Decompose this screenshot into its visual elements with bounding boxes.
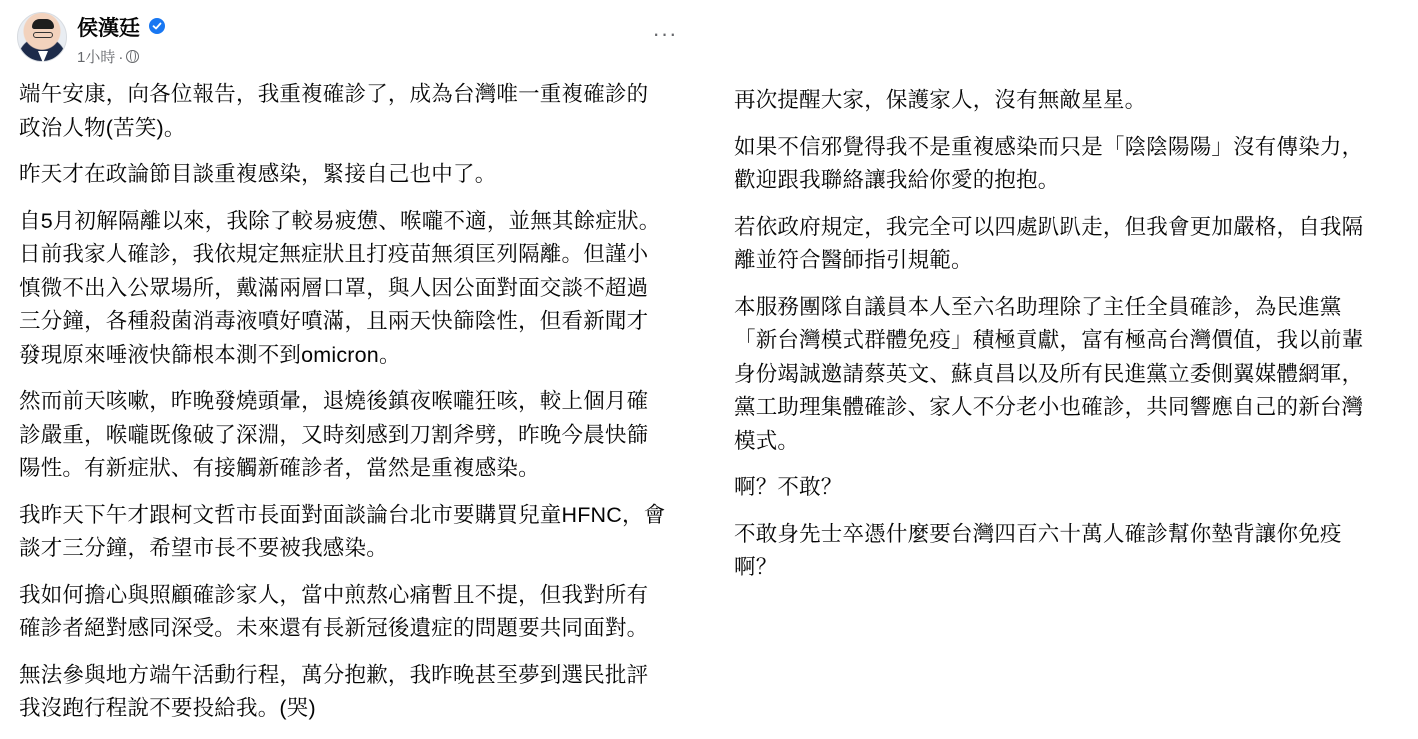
post-paragraph: 端午安康，向各位報告，我重複確診了，成為台灣唯一重複確診的 政治人物(苦笑)。 bbox=[19, 82, 649, 140]
more-options-button[interactable]: ··· bbox=[652, 21, 678, 46]
post-meta bbox=[77, 46, 139, 67]
post-body-right bbox=[734, 84, 1402, 598]
post-paragraph: 然而前天咳嗽，昨晚發燒頭暈，退燒後鎮夜喉嚨狂咳，較上個月確 診嚴重，喉嚨既像破了深淵，又時刻感到刀割斧劈，昨晚今晨快篩 陽性。有新症狀、有接觸新確診者，當然是重複感染。 bbox=[19, 389, 649, 480]
post-paragraph: 啊？不敢？ bbox=[734, 475, 843, 499]
post-paragraph: 自5月初解隔離以來，我除了較易疲憊、喉嚨不適，並無其餘症狀。 日前我家人確診，我依規定無症狀且打疫苗無須匡列隔離。但謹小 慎微不出入公眾場所，戴滿兩層口罩，與人因公面對面交談不超過 三分鐘，各種殺菌消毒液噴好噴滿，且兩天快篩陰性，但看新聞才 發現原來唾液快篩根本測不到omicron。 bbox=[19, 208, 661, 367]
avatar-collar bbox=[38, 51, 48, 63]
post-paragraph: 我如何擔心與照顧確診家人，當中煎熬心痛暫且不提，但我對所有 確診者絕對感同深受。未來還有長新冠後遺症的問題要共同面對。 bbox=[19, 582, 649, 640]
author-name[interactable]: 侯漢廷 bbox=[77, 17, 140, 40]
post-paragraph: 不敢身先士卒憑什麼要台灣四百六十萬人確診幫你墊背讓你免疫 啊？ bbox=[734, 521, 1342, 579]
post-paragraph: 本服務團隊自議員本人至六名助理除了主任全員確診，為民進黨 「新台灣模式群體免疫」積極貢獻，富有極高台灣價值，我以前輩 身份竭誠邀請蔡英文、蘇貞昌以及所有民進黨立委側翼媒體網軍， 黨工助理集體確診、家人不分老小也確診，共同響應自己的新台灣 模式。 bbox=[734, 294, 1364, 453]
post-paragraph: 如果不信邪覺得我不是重複感染而只是「陰陰陽陽」沒有傳染力， 歡迎跟我聯絡讓我給你愛的抱抱。 bbox=[734, 134, 1364, 192]
post-paragraph: 若依政府規定，我完全可以四處趴趴走，但我會更加嚴格，自我隔 離並符合醫師指引規範。 bbox=[734, 214, 1364, 272]
avatar[interactable] bbox=[17, 12, 67, 62]
verified-icon bbox=[149, 18, 165, 34]
post-paragraph: 再次提醒大家，保護家人，沒有無敵星星。 bbox=[734, 88, 1147, 112]
globe-icon bbox=[126, 50, 139, 63]
post-card-right bbox=[718, 72, 1408, 579]
post-paragraph: 我昨天下午才跟柯文哲市長面對面談論台北市要購買兒童HFNC，會 談才三分鐘，希望市長不要被我感染。 bbox=[19, 502, 666, 560]
post-paragraph: 無法參與地方端午活動行程，萬分抱歉，我昨晚甚至夢到選民批評 我沒跑行程說不要投給我。(哭) bbox=[19, 662, 649, 720]
avatar-hair bbox=[32, 19, 54, 29]
post-body-left bbox=[19, 78, 691, 739]
meta-separator: · bbox=[118, 49, 124, 66]
post-paragraph: 昨天才在政論節目談重複感染，緊接自己也中了。 bbox=[19, 162, 497, 186]
avatar-glasses bbox=[33, 32, 53, 38]
post-header bbox=[17, 8, 697, 72]
post-card-left bbox=[0, 0, 700, 720]
post-timestamp[interactable]: 1小時 bbox=[77, 49, 116, 66]
